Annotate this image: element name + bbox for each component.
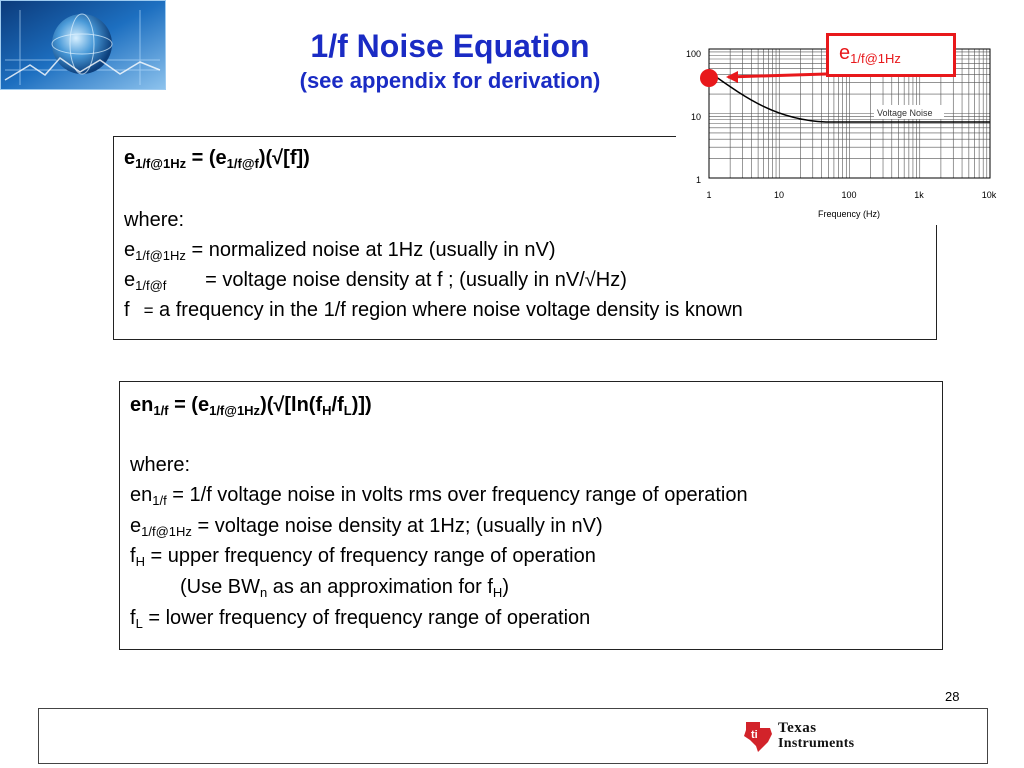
x-tick-10: 10 xyxy=(773,190,785,200)
curve-label: Voltage Noise xyxy=(877,108,933,118)
definition-e-1hz: $e_{1/f@1Hz}$ = normalized noise at 1Hz (usually in nV) xyxy=(124,239,556,263)
definition-fl: $f_L$ = lower frequency of frequency range of operation xyxy=(130,607,591,631)
definition-e-f: $e_{1/f@f}$ = voltage noise density at f ; (usually in nV/√Hz) xyxy=(124,269,627,293)
y-tick-10: 10 xyxy=(690,112,701,122)
ti-state-icon xyxy=(742,718,776,754)
ti-brand-line2: Instruments xyxy=(778,736,855,751)
definition-fh: $f_H$ = upper frequency of frequency range of operation xyxy=(130,545,596,569)
definition-e-1hz-2: $e_{1/f@1Hz}$ = voltage noise density at 1Hz; (usually in nV) xyxy=(130,515,603,539)
y-tick-1: 1 xyxy=(695,175,701,185)
slide-subtitle: (see appendix for derivation) xyxy=(299,68,601,93)
header-globe-image xyxy=(0,0,166,90)
callout-arrowhead xyxy=(726,71,738,83)
callout-marker-dot xyxy=(700,69,718,87)
page-number: 28 xyxy=(945,689,960,704)
x-tick-1: 1 xyxy=(706,190,712,200)
y-tick-100: 100 xyxy=(685,49,701,59)
callout-box xyxy=(826,33,956,77)
equation-box-2 xyxy=(119,381,943,650)
x-tick-1k: 1k xyxy=(914,190,924,200)
callout-label: $e_{1/f@1Hz}$ xyxy=(839,42,901,66)
equation-2: $en_{1/f} = (e_{1/f@1Hz})(√[\ln(f_H/f_L)])$ xyxy=(130,394,372,418)
definition-f: f = a frequency in the 1/f region where noise voltage density is known xyxy=(124,299,743,321)
slide-title: 1/f Noise Equation xyxy=(310,28,590,64)
texas-instruments-logo xyxy=(742,718,872,754)
slide-title-block xyxy=(200,26,700,96)
ti-brand-line1: Texas xyxy=(778,720,817,736)
x-axis-label: Frequency (Hz) xyxy=(817,209,881,219)
x-tick-100: 100 xyxy=(841,190,857,200)
where-label-1: where: xyxy=(124,209,185,231)
equation-1: $e_{1/f@1Hz} = (e_{1/f@f})(√[f])$ xyxy=(124,147,310,171)
definition-bw-note: (Use $BW_n$ as an approximation for $f_H$) xyxy=(180,576,509,600)
where-label-2: where: xyxy=(130,454,191,476)
definition-en-1f: $en_{1/f} = 1/f$ voltage noise in volts rms over frequency range of operation xyxy=(130,484,748,508)
svg-text:ti: ti xyxy=(751,729,758,741)
x-tick-10k: 10k xyxy=(981,190,997,200)
